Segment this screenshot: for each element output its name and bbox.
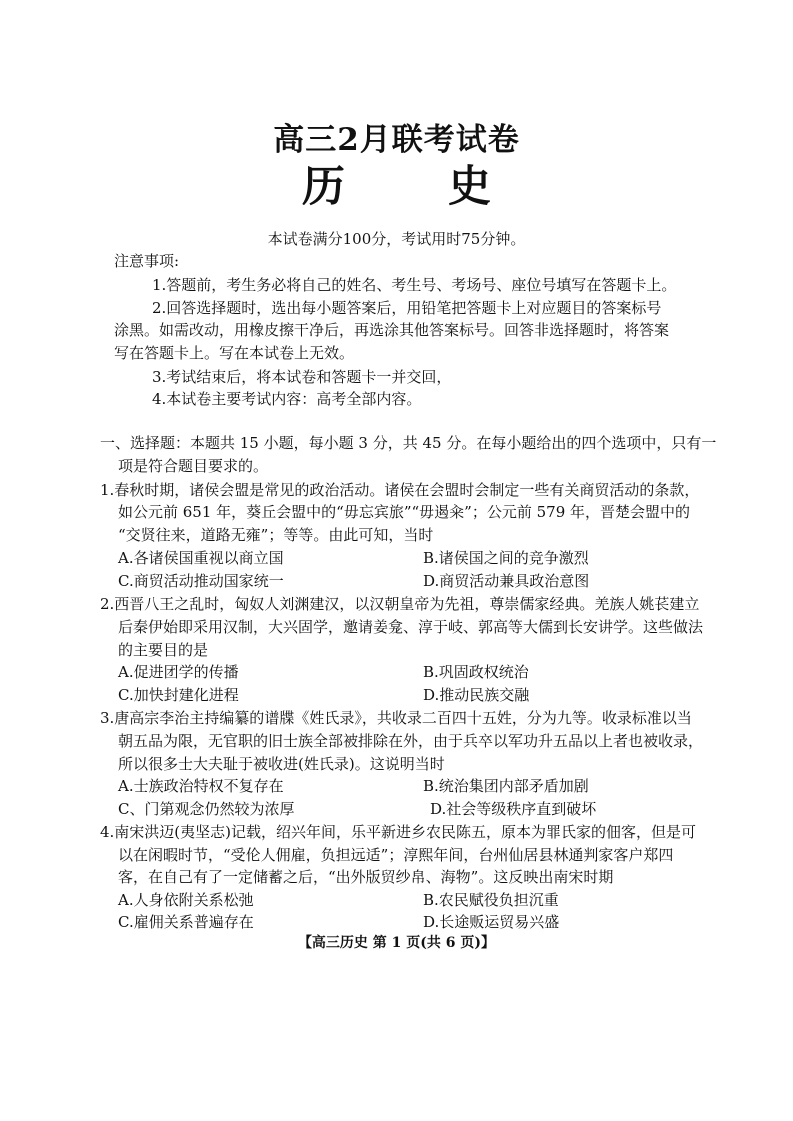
question-2-text: 后秦伊始即采用汉制，大兴固学，邀请姜龛、淳于岐、郭高等大儒到长安讲学。这些做法 bbox=[118, 618, 704, 636]
question-1-text: “交贤往来，道路无雍”；等等。由此可知，当时 bbox=[118, 526, 434, 544]
question-1-option-d: D.商贸活动兼具政治意图 bbox=[423, 572, 590, 590]
question-4-text: 4.南宋洪迈(夷坚志)记载，绍兴年间，乐平新进乡农民陈五，原本为罪氏家的佃客，但是可 bbox=[100, 823, 697, 841]
question-2-option-a: A.促进团学的传播 bbox=[118, 663, 239, 681]
question-1-option-a: A.各诸侯国重视以商立国 bbox=[118, 549, 284, 567]
question-2-option-d: D.推动民族交融 bbox=[423, 686, 530, 704]
question-4-text: 客，在自己有了一定储蓄之后，“出外版贸纱帛、海物”。这反映出南宋时期 bbox=[118, 868, 614, 886]
question-1-text: 1.春秋时期，诸侯会盟是常见的政治活动。诸侯在会盟时会制定一些有关商贸活动的条款， bbox=[100, 481, 700, 499]
notice-title: 注意事项: bbox=[114, 252, 180, 270]
question-3-option-d: D.社会等级秩序直到破坏 bbox=[430, 800, 597, 818]
notice-item: 涂黑。如需改动，用橡皮擦干净后，再选涂其他答案标号。回答非选择题时，将答案 bbox=[114, 321, 670, 339]
notice-item: 3.考试结束后，将本试卷和答题卡一并交回， bbox=[152, 368, 452, 386]
question-2-text: 的主要目的是 bbox=[118, 641, 209, 659]
question-3-text: 朝五品为限，无官职的旧士族全部被排除在外，由于兵卒以军功升五品以上者也被收录， bbox=[118, 732, 704, 750]
notice-item: 1.答题前，考生务必将自己的姓名、考生号、考场号、座位号填写在答题卡上。 bbox=[152, 276, 677, 294]
question-3-option-a: A.士族政治特权不复存在 bbox=[118, 777, 284, 795]
question-3-option-c: C、门第观念仍然较为浓厚 bbox=[118, 800, 295, 818]
notice-item: 写在答题卡上。写在本试卷上无效。 bbox=[114, 344, 355, 362]
question-4-text: 以在闲暇时节，“受伦人佣雇，负担远适”；淳熙年间，台州仙居县林通判家客户郑四 bbox=[118, 846, 674, 864]
question-1-text: 如公元前 651 年，葵丘会盟中的“毋忘宾旅”“毋遏籴”；公元前 579 年，晋楚会盟中的 bbox=[118, 503, 691, 521]
notice-item: 2.回答选择题时，选出每小题答案后，用铅笔把答题卡上对应题目的答案标号 bbox=[152, 299, 662, 317]
question-4-option-b: B.农民赋役负担沉重 bbox=[423, 891, 559, 909]
question-3-text: 所以很多士大夫耻于被收进(姓氏录)。这说明当时 bbox=[118, 755, 445, 773]
section-heading: 一、选择题：本题共 15 小题，每小题 3 分，共 45 分。在每小题给出的四个选项中，只有一 bbox=[100, 434, 717, 452]
page-footer: 【高三历史 第 1 页(共 6 页)】 bbox=[297, 935, 496, 951]
score-line: 本试卷满分100分，考试用时75分钟。 bbox=[267, 230, 526, 248]
question-4-option-a: A.人身依附关系松弛 bbox=[118, 891, 254, 909]
question-1-option-c: C.商贸活动推动国家统一 bbox=[118, 572, 284, 590]
question-4-option-d: D.长途贩运贸易兴盛 bbox=[423, 913, 560, 931]
section-heading-cont: 项是符合题目要求的。 bbox=[118, 457, 269, 475]
question-3-option-b: B.统治集团内部矛盾加剧 bbox=[423, 777, 589, 795]
question-2-option-c: C.加快封建化进程 bbox=[118, 686, 239, 704]
exam-title: 高三2月联考试卷 bbox=[273, 122, 520, 158]
notice-item: 4.本试卷主要考试内容：高考全部内容。 bbox=[152, 390, 422, 408]
question-4-option-c: C.雇佣关系普遍存在 bbox=[118, 913, 254, 931]
subject-title: 历 史 bbox=[302, 162, 535, 212]
question-1-option-b: B.诸侯国之间的竞争激烈 bbox=[423, 549, 589, 567]
question-2-option-b: B.巩固政权统治 bbox=[423, 663, 529, 681]
question-2-text: 2.西晋八王之乱时，匈奴人刘渊建汉，以汉朝皇帝为先祖，尊崇儒家经典。羌族人姚苌建立 bbox=[100, 595, 700, 613]
question-3-text: 3.唐高宗李治主持编纂的谱牒《姓氏录》，共收录二百四十五姓，分为九等。收录标准以当 bbox=[100, 709, 692, 727]
